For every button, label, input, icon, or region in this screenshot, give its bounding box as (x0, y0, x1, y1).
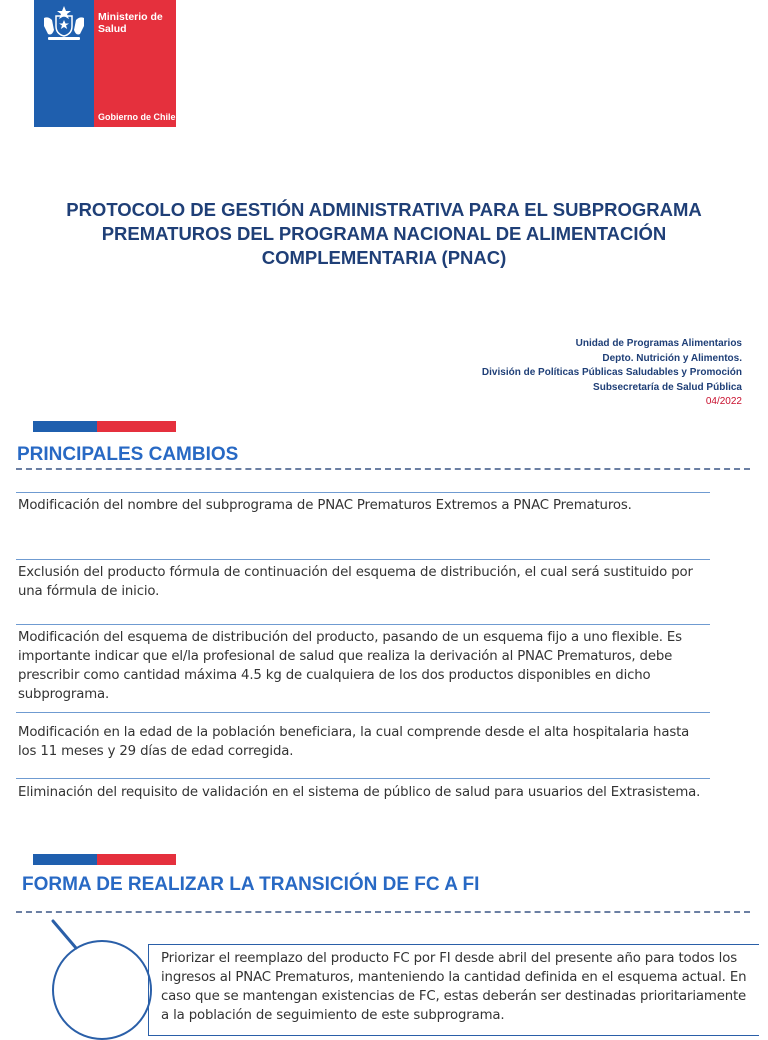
dashed-divider (16, 468, 750, 470)
callout-text: Priorizar el reemplazo del producto FC por FI desde abril del presente año para todos los ingresos al PNAC Prematuros, manteniendo la cantidad definida en el esquema actual. En caso que se mantengan existencias de FC, estas deberán ser destinadas prioritariamente a la población de seguimiento de este subprograma. (161, 951, 747, 1023)
item-divider (16, 492, 710, 493)
item-divider (16, 712, 710, 713)
document-title: PROTOCOLO DE GESTIÓN ADMINISTRATIVA PARA EL SUBPROGRAMA PREMATUROS DEL PROGRAMA NACIONAL DE ALIMENTACIÓN COMPLEMENTARIA (PNAC) (66, 199, 702, 268)
credit-line: Subsecretaría de Salud Pública (593, 381, 742, 393)
callout-circle (52, 940, 152, 1040)
dashed-divider (16, 911, 750, 913)
ministry-name: Ministerio de Salud (98, 11, 163, 35)
list-item: Exclusión del producto fórmula de continuación del esquema de distribución, el cual será sustituido por una fórmula de inicio. (18, 565, 693, 599)
section-heading-transicion: FORMA DE REALIZAR LA TRANSICIÓN DE FC A FI (22, 874, 480, 895)
coat-of-arms-icon (40, 4, 88, 42)
list-item: Modificación en la edad de la población beneficiara, la cual comprende desde el alta hospitalaria hasta los 11 meses y 29 días de edad corregida. (18, 725, 690, 759)
document-date: 04/2022 (705, 396, 742, 407)
item-divider (16, 778, 710, 779)
section-accent-bar (33, 854, 176, 865)
credits-block (482, 337, 742, 410)
credit-line: División de Políticas Públicas Saludables y Promoción (481, 367, 742, 378)
list-item: Eliminación del requisito de validación en el sistema de público de salud para usuarios del Extrasistema. (18, 785, 701, 800)
item-divider (16, 624, 710, 625)
item-divider (16, 559, 710, 560)
credit-line: Depto. Nutrición y Alimentos. (602, 352, 742, 364)
list-item: Modificación del esquema de distribución del producto, pasando de un esquema fijo a uno flexible. Es importante indicar que el/la profesional de salud que realiza la derivación al PNAC Prematuros, debe prescribir como cantidad máxima 4.5 kg de cualquiera de los dos productos disponibles en dicho subprograma. (18, 630, 682, 702)
credit-line: Unidad de Programas Alimentarios (575, 338, 742, 349)
section-heading-principales-cambios: PRINCIPALES CAMBIOS (17, 444, 239, 465)
government-name: Gobierno de Chile (98, 112, 176, 122)
list-item: Modificación del nombre del subprograma de PNAC Prematuros Extremos a PNAC Prematuros. (18, 498, 632, 513)
section-accent-bar (33, 421, 176, 432)
ministry-logo (34, 0, 176, 127)
